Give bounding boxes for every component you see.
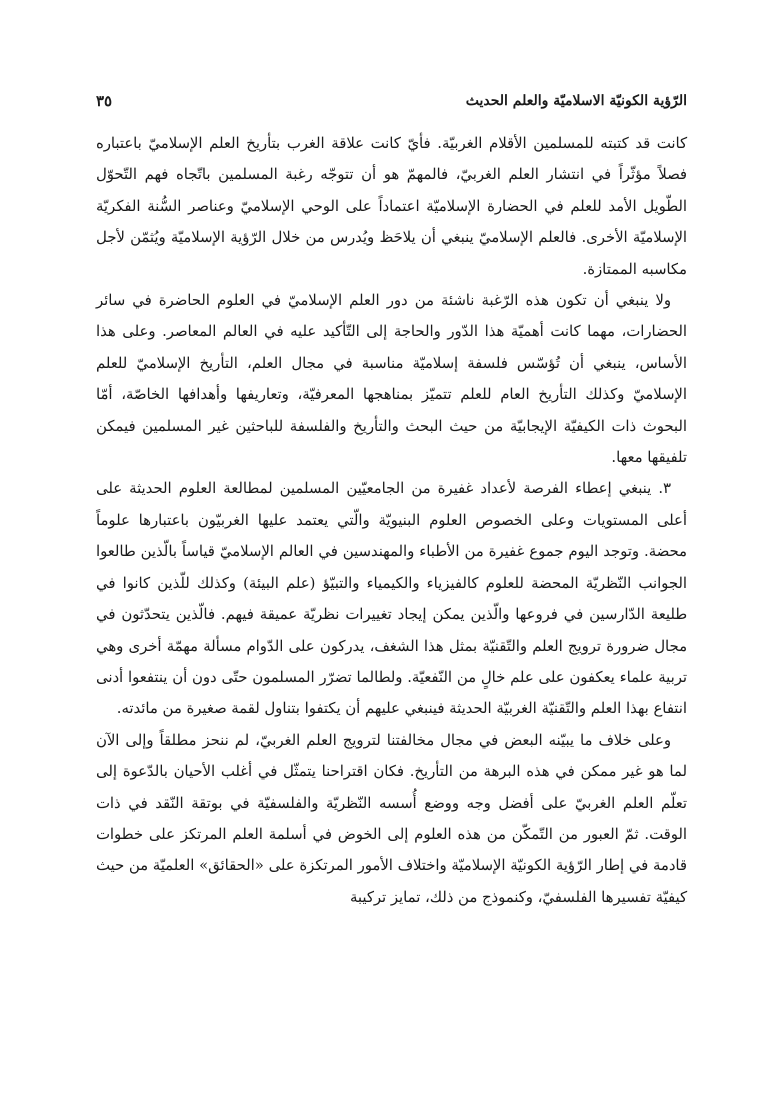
paragraph: ٣. ينبغي إعطاء الفرصة لأعداد غفيرة من الجامعيّين المسلمين لمطالعة العلوم الحديثة على أعلى المستويات وعلى الخصوص العلوم البنيويّة والّتي يعتمد عليها الغربيّون باعتبارها علوماً محضة. وتوجد اليوم جموع غفيرة من الأطباء والمهندسين في العالم الإسلاميّ قياساً بالّذين طالعوا الجوانب النّظريّة المحضة للعلوم كالفيزياء والكيمياء والتبيّؤ (علم البيئة) وكذلك للّذين كانوا في طليعة الدّارسين في فروعها والّذين يمكن إيجاد تغييرات نظريّة عميقة فيهم. فالّذين يتحدّثون في مجال ضرورة ترويج العلم والتّقنيّة بمثل هذا الشغف، يدركون على الدّوام مسألة مهمّة أخرى وهي تربية علماء يعكفون على علم خالٍ من النّفعيّة. ولطالما تضرّر المسلمون حتّى دون أن ينتفعوا أدنى انتفاع بهذا العلم والتّقنيّة الغربيّة الحديثة فينبغي عليهم أن يكتفوا بتناول لقمة صغيرة من مائدته.	[96, 480, 687, 718]
running-header	[96, 88, 687, 114]
paragraph: كانت قد كتبته للمسلمين الأقلام الغربيّة. فأيّ كانت علاقة الغرب بتأريخ العلم الإسلاميّ باعتباره فصلاً مؤثّراً في انتشار العلم الغربيّ، فالمهمّ هو أن تتوجّه رغبة المسلمين باتّجاه فهم التّحوّل الطّويل الأمد للعلم في الحضارة الإسلاميّة اعتماداً على الوحي الإسلاميّ وعناصر السُّنة الفكريّة الإسلاميّة الأخرى. فالعلم الإسلاميّ ينبغي أن يلاحَظ ويُدرس من خلال الرّؤية الإسلاميّة ويُثمّن لأجل مكاسبه الممتازة.	[96, 135, 687, 278]
page-number: ٣٥	[96, 92, 113, 110]
paragraph: وعلى خلاف ما يبيّنه البعض في مجال مخالفتنا لترويج العلم الغربيّ، لم ننحز مطلقاً وإلى الآن لما هو غير ممكن في هذه البرهة من التأريخ. فكان اقتراحنا يتمثّل في أغلب الأحيان بالدّعوة إلى تعلّم العلم الغربيّ على أفضل وجه ووضع أُسسه النّظريّة والفلسفيّة في بوتقة النّقد في ذات الوقت. ثمّ العبور من التّمكّن من هذه العلوم إلى الخوض في أسلمة العلم المرتكز على خطوات قادمة في إطار الرّؤية الكونيّة الإسلاميّة واختلاف الأمور المرتكزة على «الحقائق» العلميّة من حيث كيفيّة تفسيرها الفلسفيّ، وكنموذج من ذلك، تمايز تركيبة	[96, 731, 687, 906]
running-title: الرّؤية الكونيّة الاسلاميّة والعلم الحديث	[465, 93, 687, 109]
body-text	[96, 128, 687, 913]
paragraph: ولا ينبغي أن تكون هذه الرّغبة ناشئة من دور العلم الإسلاميّ في العلوم الحاضرة في سائر الحضارات، مهما كانت أهميّة هذا الدّور والحاجة إلى التّأكيد عليه في العالم المعاصر. وعلى هذا الأساس، ينبغي أن تُؤسّس فلسفة إسلاميّة مناسبة في مجال العلم، التأريخ الإسلاميّ للعلم الإسلاميّ وكذلك التأريخ العام للعلم تتميّز بمناهجها المعرفيّة، وتعاريفها وأهدافها الخاصّة، أمّا البحوث ذات الكيفيّة الإيجابيّة من حيث البحث والتأريخ والفلسفة للباحثين غير المسلمين فيمكن تلفيقها معها.	[96, 292, 687, 467]
